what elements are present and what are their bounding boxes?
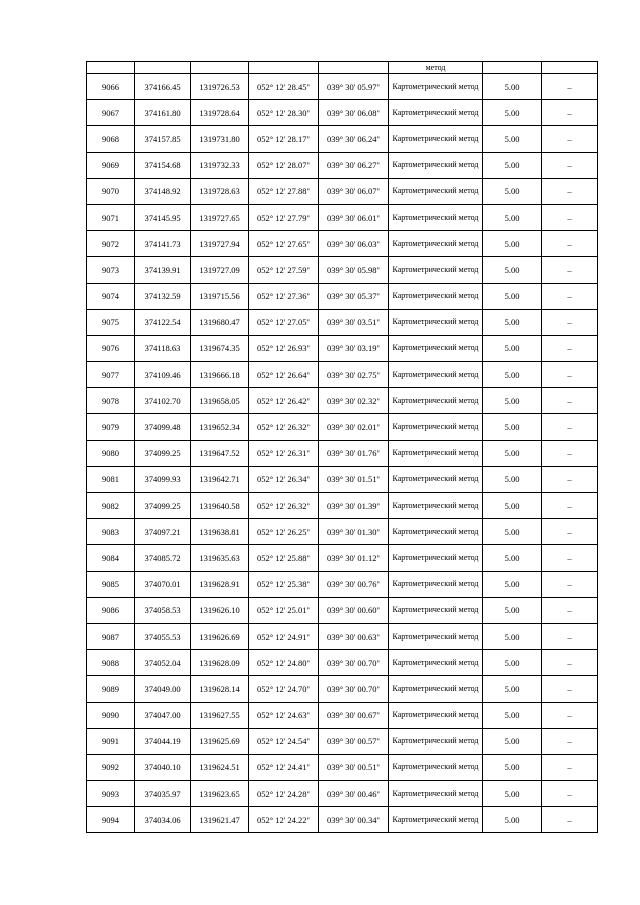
cell-empty [319,62,389,74]
cell-longitude: 039° 30' 02.75" [319,362,389,388]
table-row [87,597,598,623]
cell-y-coordinate: 1319626.10 [191,597,249,623]
cell-method: Картометрический метод [389,74,483,100]
cell-latitude: 052° 12' 27.65" [249,231,319,257]
cell-latitude: 052° 12' 27.05" [249,309,319,335]
cell-x-coordinate: 374070.01 [135,571,191,597]
cell-note: – [542,152,598,178]
cell-y-coordinate: 1319652.34 [191,414,249,440]
table-row [87,283,598,309]
cell-y-coordinate: 1319731.80 [191,126,249,152]
cell-latitude: 052° 12' 26.32" [249,493,319,519]
cell-note: – [542,440,598,466]
cell-latitude: 052° 12' 24.91" [249,623,319,649]
cell-point-number: 9071 [87,204,135,230]
cell-longitude: 039° 30' 02.01" [319,414,389,440]
cell-longitude: 039° 30' 06.07" [319,178,389,204]
cell-note: – [542,754,598,780]
cell-accuracy: 5.00 [483,493,542,519]
cell-note: – [542,597,598,623]
table-row [87,676,598,702]
cell-point-number: 9069 [87,152,135,178]
cell-longitude: 039° 30' 05.37" [319,283,389,309]
cell-note: – [542,571,598,597]
cell-method: Картометрический метод [389,388,483,414]
cell-accuracy: 5.00 [483,231,542,257]
cell-point-number: 9082 [87,493,135,519]
cell-latitude: 052° 12' 26.42" [249,388,319,414]
cell-method: Картометрический метод [389,152,483,178]
cell-accuracy: 5.00 [483,597,542,623]
cell-latitude: 052° 12' 24.28" [249,781,319,807]
cell-x-coordinate: 374099.48 [135,414,191,440]
cell-note: – [542,231,598,257]
cell-method: Картометрический метод [389,231,483,257]
cell-x-coordinate: 374145.95 [135,204,191,230]
cell-x-coordinate: 374154.68 [135,152,191,178]
cell-x-coordinate: 374166.45 [135,74,191,100]
cell-accuracy: 5.00 [483,519,542,545]
cell-accuracy: 5.00 [483,781,542,807]
cell-point-number: 9093 [87,781,135,807]
cell-x-coordinate: 374049.00 [135,676,191,702]
cell-method: Картометрический метод [389,781,483,807]
cell-accuracy: 5.00 [483,152,542,178]
cell-latitude: 052° 12' 27.88" [249,178,319,204]
cell-method: Картометрический метод [389,597,483,623]
table-body [87,62,598,833]
cell-y-coordinate: 1319635.63 [191,545,249,571]
cell-note: – [542,74,598,100]
table-row [87,440,598,466]
cell-y-coordinate: 1319727.65 [191,204,249,230]
cell-x-coordinate: 374055.53 [135,623,191,649]
cell-y-coordinate: 1319727.94 [191,231,249,257]
cell-method: Картометрический метод [389,545,483,571]
table-row [87,466,598,492]
cell-empty [249,62,319,74]
table-row [87,807,598,833]
table-row [87,545,598,571]
table-row [87,309,598,335]
cell-point-number: 9074 [87,283,135,309]
cell-latitude: 052° 12' 27.36" [249,283,319,309]
cell-longitude: 039° 30' 06.08" [319,100,389,126]
cell-longitude: 039° 30' 06.24" [319,126,389,152]
cell-y-coordinate: 1319623.65 [191,781,249,807]
cell-note: – [542,493,598,519]
cell-method: Картометрический метод [389,309,483,335]
cell-x-coordinate: 374097.21 [135,519,191,545]
cell-x-coordinate: 374141.73 [135,231,191,257]
cell-latitude: 052° 12' 28.17" [249,126,319,152]
cell-y-coordinate: 1319621.47 [191,807,249,833]
cell-note: – [542,414,598,440]
cell-longitude: 039° 30' 00.51" [319,754,389,780]
table-row [87,100,598,126]
cell-latitude: 052° 12' 24.63" [249,702,319,728]
cell-x-coordinate: 374102.70 [135,388,191,414]
cell-x-coordinate: 374118.63 [135,335,191,361]
table-row [87,178,598,204]
cell-note: – [542,335,598,361]
cell-y-coordinate: 1319640.58 [191,493,249,519]
table-row [87,623,598,649]
cell-note: – [542,650,598,676]
cell-latitude: 052° 12' 26.64" [249,362,319,388]
cell-empty [87,62,135,74]
cell-accuracy: 5.00 [483,335,542,361]
cell-point-number: 9076 [87,335,135,361]
cell-y-coordinate: 1319624.51 [191,754,249,780]
table-row [87,126,598,152]
cell-method: Картометрический метод [389,335,483,361]
cell-longitude: 039° 30' 02.32" [319,388,389,414]
cell-point-number: 9075 [87,309,135,335]
cell-y-coordinate: 1319680.47 [191,309,249,335]
cell-accuracy: 5.00 [483,388,542,414]
cell-longitude: 039° 30' 01.30" [319,519,389,545]
cell-longitude: 039° 30' 00.76" [319,571,389,597]
cell-x-coordinate: 374109.46 [135,362,191,388]
cell-accuracy: 5.00 [483,126,542,152]
cell-accuracy: 5.00 [483,362,542,388]
cell-note: – [542,388,598,414]
cell-longitude: 039° 30' 00.34" [319,807,389,833]
cell-method: Картометрический метод [389,728,483,754]
cell-accuracy: 5.00 [483,623,542,649]
cell-point-number: 9080 [87,440,135,466]
table-row [87,388,598,414]
table-row [87,519,598,545]
table-row [87,335,598,361]
cell-point-number: 9085 [87,571,135,597]
cell-longitude: 039° 30' 06.27" [319,152,389,178]
cell-note: – [542,519,598,545]
cell-longitude: 039° 30' 03.51" [319,309,389,335]
cell-y-coordinate: 1319647.52 [191,440,249,466]
cell-accuracy: 5.00 [483,728,542,754]
table-row [87,362,598,388]
table-row [87,571,598,597]
cell-method: Картометрический метод [389,414,483,440]
cell-accuracy: 5.00 [483,545,542,571]
cell-accuracy: 5.00 [483,257,542,283]
cell-latitude: 052° 12' 24.22" [249,807,319,833]
cell-method: Картометрический метод [389,283,483,309]
cell-point-number: 9088 [87,650,135,676]
cell-longitude: 039° 30' 01.51" [319,466,389,492]
cell-point-number: 9081 [87,466,135,492]
cell-note: – [542,702,598,728]
cell-point-number: 9072 [87,231,135,257]
cell-method: Картометрический метод [389,440,483,466]
cell-x-coordinate: 374035.97 [135,781,191,807]
cell-point-number: 9073 [87,257,135,283]
cell-latitude: 052° 12' 24.80" [249,650,319,676]
cell-y-coordinate: 1319674.35 [191,335,249,361]
cell-latitude: 052° 12' 28.07" [249,152,319,178]
cell-y-coordinate: 1319727.09 [191,257,249,283]
cell-latitude: 052° 12' 26.32" [249,414,319,440]
cell-x-coordinate: 374085.72 [135,545,191,571]
cell-y-coordinate: 1319627.55 [191,702,249,728]
cell-latitude: 052° 12' 25.38" [249,571,319,597]
cell-x-coordinate: 374052.04 [135,650,191,676]
cell-method: Картометрический метод [389,623,483,649]
table-row [87,493,598,519]
cell-point-number: 9083 [87,519,135,545]
cell-accuracy: 5.00 [483,650,542,676]
cell-latitude: 052° 12' 25.01" [249,597,319,623]
cell-accuracy: 5.00 [483,676,542,702]
cell-longitude: 039° 30' 00.60" [319,597,389,623]
cell-latitude: 052° 12' 24.54" [249,728,319,754]
cell-accuracy: 5.00 [483,178,542,204]
cell-latitude: 052° 12' 24.70" [249,676,319,702]
cell-y-coordinate: 1319628.91 [191,571,249,597]
cell-empty [483,62,542,74]
cell-y-coordinate: 1319626.69 [191,623,249,649]
cell-accuracy: 5.00 [483,414,542,440]
cell-latitude: 052° 12' 28.45" [249,74,319,100]
cell-y-coordinate: 1319642.71 [191,466,249,492]
cell-point-number: 9091 [87,728,135,754]
coordinates-table [86,61,598,833]
table-row [87,74,598,100]
table-row [87,204,598,230]
cell-y-coordinate: 1319628.14 [191,676,249,702]
cell-x-coordinate: 374132.59 [135,283,191,309]
cell-y-coordinate: 1319732.33 [191,152,249,178]
cell-method: Картометрический метод [389,493,483,519]
cell-x-coordinate: 374148.92 [135,178,191,204]
cell-accuracy: 5.00 [483,204,542,230]
cell-method: Картометрический метод [389,650,483,676]
cell-y-coordinate: 1319728.63 [191,178,249,204]
cell-method: Картометрический метод [389,257,483,283]
table-row [87,728,598,754]
cell-note: – [542,728,598,754]
cell-y-coordinate: 1319628.09 [191,650,249,676]
cell-accuracy: 5.00 [483,100,542,126]
cell-latitude: 052° 12' 26.34" [249,466,319,492]
cell-y-coordinate: 1319658.05 [191,388,249,414]
table-row [87,257,598,283]
cell-longitude: 039° 30' 06.01" [319,204,389,230]
cell-point-number: 9077 [87,362,135,388]
cell-note: – [542,676,598,702]
cell-accuracy: 5.00 [483,702,542,728]
table-row [87,650,598,676]
cell-empty [542,62,598,74]
cell-note: – [542,807,598,833]
cell-longitude: 039° 30' 01.12" [319,545,389,571]
cell-y-coordinate: 1319728.64 [191,100,249,126]
cell-accuracy: 5.00 [483,754,542,780]
cell-note: – [542,100,598,126]
cell-latitude: 052° 12' 26.31" [249,440,319,466]
cell-method: Картометрический метод [389,126,483,152]
cell-x-coordinate: 374099.93 [135,466,191,492]
cell-y-coordinate: 1319666.18 [191,362,249,388]
cell-point-number: 9084 [87,545,135,571]
cell-point-number: 9089 [87,676,135,702]
cell-note: – [542,257,598,283]
cell-accuracy: 5.00 [483,807,542,833]
cell-method: Картометрический метод [389,702,483,728]
cell-note: – [542,204,598,230]
cell-x-coordinate: 374157.85 [135,126,191,152]
cell-x-coordinate: 374099.25 [135,440,191,466]
cell-empty [191,62,249,74]
cell-note: – [542,283,598,309]
cell-note: – [542,178,598,204]
cell-longitude: 039° 30' 01.76" [319,440,389,466]
table-row-continued [87,62,598,74]
cell-note: – [542,362,598,388]
table-row [87,152,598,178]
cell-method: Картометрический метод [389,571,483,597]
table-row [87,702,598,728]
cell-method: Картометрический метод [389,519,483,545]
cell-note: – [542,466,598,492]
cell-point-number: 9079 [87,414,135,440]
cell-latitude: 052° 12' 27.59" [249,257,319,283]
cell-longitude: 039° 30' 00.67" [319,702,389,728]
cell-method: Картометрический метод [389,178,483,204]
cell-latitude: 052° 12' 24.41" [249,754,319,780]
cell-x-coordinate: 374058.53 [135,597,191,623]
table-row [87,414,598,440]
cell-method: Картометрический метод [389,466,483,492]
cell-note: – [542,126,598,152]
cell-y-coordinate: 1319625.69 [191,728,249,754]
cell-note: – [542,623,598,649]
cell-x-coordinate: 374122.54 [135,309,191,335]
cell-y-coordinate: 1319638.81 [191,519,249,545]
cell-x-coordinate: 374034.06 [135,807,191,833]
cell-y-coordinate: 1319715.56 [191,283,249,309]
cell-note: – [542,545,598,571]
cell-point-number: 9066 [87,74,135,100]
cell-longitude: 039° 30' 05.97" [319,74,389,100]
cell-latitude: 052° 12' 27.79" [249,204,319,230]
cell-longitude: 039° 30' 00.63" [319,623,389,649]
cell-method: Картометрический метод [389,204,483,230]
cell-x-coordinate: 374161.80 [135,100,191,126]
cell-y-coordinate: 1319726.53 [191,74,249,100]
cell-longitude: 039° 30' 05.98" [319,257,389,283]
cell-longitude: 039° 30' 00.46" [319,781,389,807]
cell-accuracy: 5.00 [483,440,542,466]
cell-point-number: 9092 [87,754,135,780]
cell-x-coordinate: 374139.91 [135,257,191,283]
cell-point-number: 9070 [87,178,135,204]
cell-x-coordinate: 374047.00 [135,702,191,728]
cell-longitude: 039° 30' 00.57" [319,728,389,754]
cell-empty [135,62,191,74]
cell-longitude: 039° 30' 00.70" [319,650,389,676]
cell-point-number: 9094 [87,807,135,833]
cell-latitude: 052° 12' 26.25" [249,519,319,545]
cell-latitude: 052° 12' 25.88" [249,545,319,571]
cell-point-number: 9068 [87,126,135,152]
cell-method-tail: метод [389,62,483,74]
table-row [87,781,598,807]
cell-note: – [542,309,598,335]
cell-point-number: 9087 [87,623,135,649]
table-row [87,754,598,780]
cell-method: Картометрический метод [389,754,483,780]
cell-x-coordinate: 374099.25 [135,493,191,519]
cell-point-number: 9067 [87,100,135,126]
cell-point-number: 9086 [87,597,135,623]
table-row [87,231,598,257]
cell-latitude: 052° 12' 28.30" [249,100,319,126]
cell-x-coordinate: 374044.19 [135,728,191,754]
cell-note: – [542,781,598,807]
cell-point-number: 9090 [87,702,135,728]
cell-accuracy: 5.00 [483,309,542,335]
cell-method: Картометрический метод [389,100,483,126]
cell-method: Картометрический метод [389,807,483,833]
cell-longitude: 039° 30' 00.70" [319,676,389,702]
cell-latitude: 052° 12' 26.93" [249,335,319,361]
cell-accuracy: 5.00 [483,571,542,597]
cell-method: Картометрический метод [389,676,483,702]
cell-longitude: 039° 30' 01.39" [319,493,389,519]
cell-accuracy: 5.00 [483,466,542,492]
cell-point-number: 9078 [87,388,135,414]
cell-x-coordinate: 374040.10 [135,754,191,780]
cell-accuracy: 5.00 [483,283,542,309]
cell-longitude: 039° 30' 03.19" [319,335,389,361]
cell-longitude: 039° 30' 06.03" [319,231,389,257]
cell-method: Картометрический метод [389,362,483,388]
cell-accuracy: 5.00 [483,74,542,100]
